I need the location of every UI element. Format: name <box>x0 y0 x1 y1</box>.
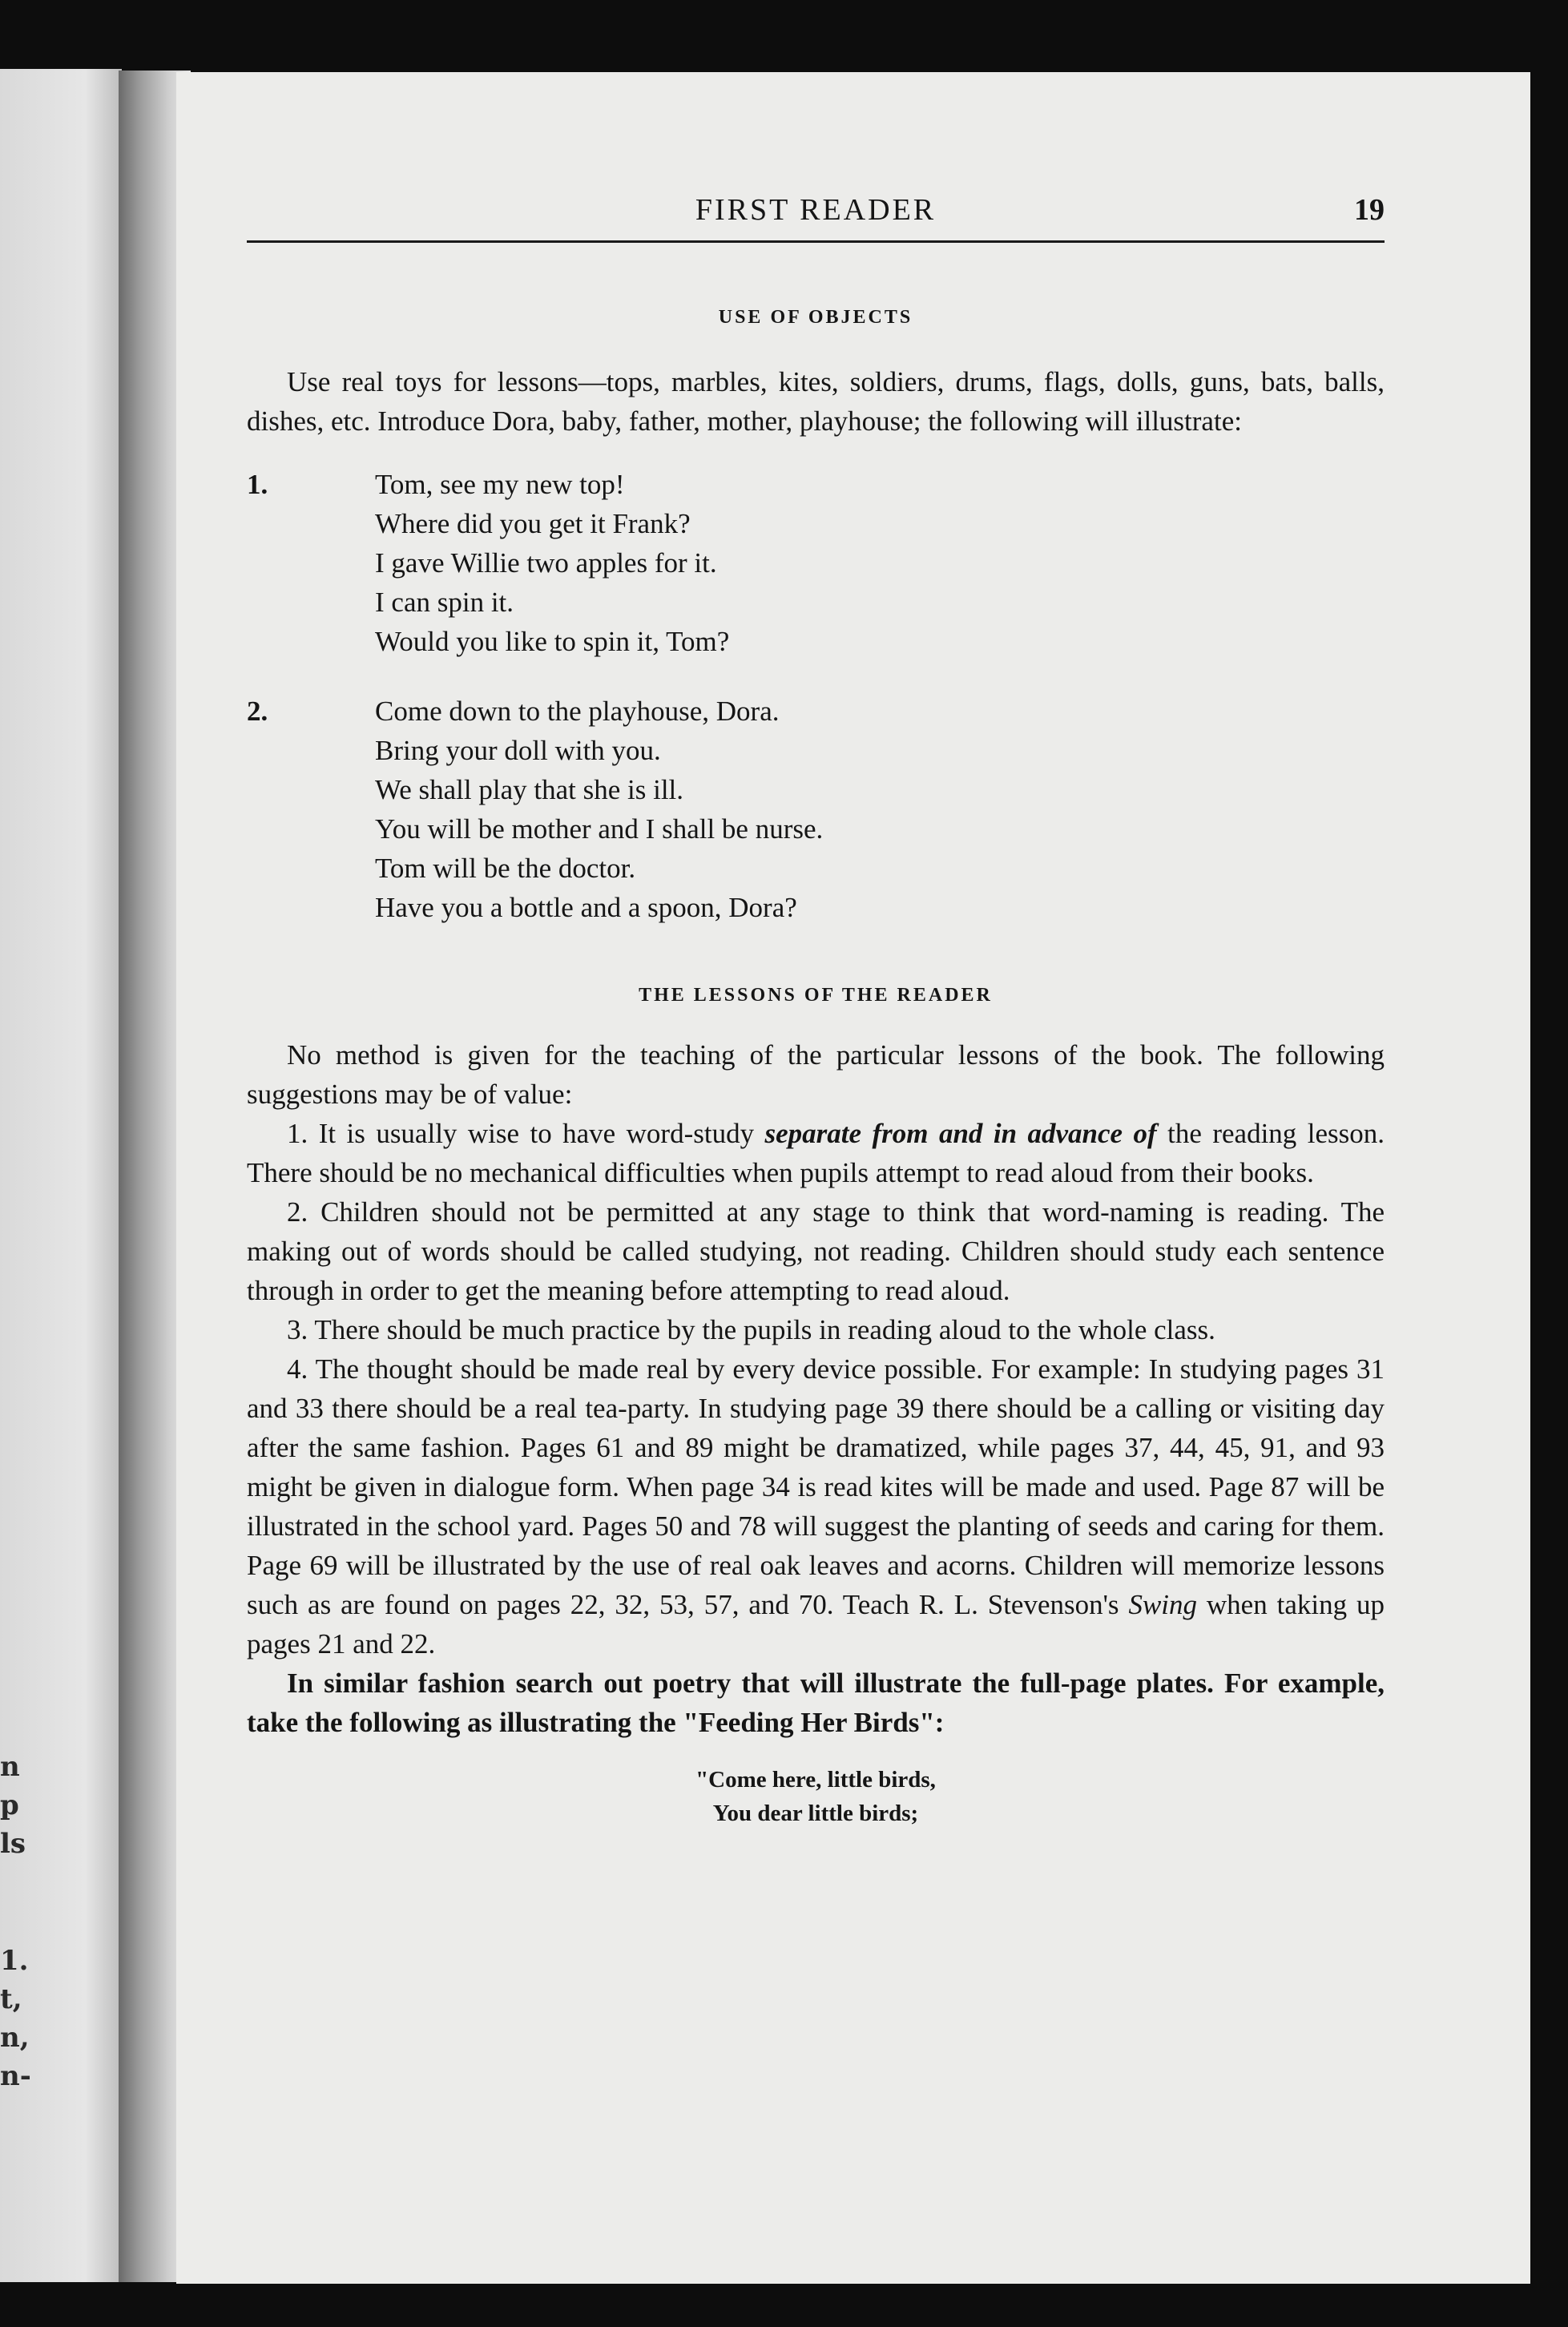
paragraph <box>247 1114 1385 1192</box>
example-lines <box>375 465 1385 661</box>
example-lines <box>375 692 1385 927</box>
running-title: FIRST READER <box>695 193 937 227</box>
left-page-edge <box>0 69 122 2282</box>
left-page-fragment: 1. <box>0 1945 29 1977</box>
example-line: Bring your doll with you. <box>375 735 661 766</box>
paragraph: 3. There should be much practice by the pupils in reading aloud to the whole class. <box>287 1314 1215 1345</box>
left-page-fragment: p <box>0 1789 19 1821</box>
left-page-fragment: n, <box>0 2022 30 2054</box>
example-line: Where did you get it Frank? <box>375 508 691 539</box>
example-line: Tom will be the doctor. <box>375 853 636 884</box>
paragraph-text: 4. The thought should be made real by every device possible. For example: In studying pages 31 and 33 there should be a real tea-party. In studying page 39 there should be a calling or visiting day after the same fashion. Pages 61 and 89 might be dramatized, while pages 37, 44, 45, 91, and 93 might be given in dialogue form. When page 34 is read kites will be made and used. Page 87 will be illustrated in the school yard. Pages 50 and 78 will suggest the planting of seeds and caring for them. Page 69 will be illustrated by the use of real oak leaves and acorns. Children will memorize lessons such as are found on pages 22, 32, 53, 57, and 70. Teach R. L. Stevenson's <box>247 1353 1385 1620</box>
book-page <box>176 72 1530 2284</box>
emphasis-text: Swing <box>1128 1589 1198 1620</box>
paragraph-text: 1. It is usually wise to have word-study <box>287 1118 765 1149</box>
example-line: Come down to the playhouse, Dora. <box>375 696 780 727</box>
verse-line: You dear little birds; <box>712 1801 919 1826</box>
example-block <box>247 465 1385 661</box>
running-head <box>247 192 1385 243</box>
example-number: 2. <box>247 696 268 727</box>
paragraph-text: the reading lesson. There should be no mechanical difficulties when pupils attempt to read aloud from their books. <box>247 1118 1385 1188</box>
example-line: Tom, see my new top! <box>375 469 625 500</box>
paragraph: In similar fashion search out poetry that will illustrate the full-page plates. For example, take the following as illustrating the "Feeding Her Birds": <box>247 1668 1385 1738</box>
example-line: You will be mother and I shall be nurse. <box>375 813 824 845</box>
example-line: Would you like to spin it, Tom? <box>375 626 730 657</box>
left-page-fragment: t, <box>0 1983 22 2015</box>
left-page-fragment: n <box>0 1751 20 1783</box>
example-number: 1. <box>247 469 268 500</box>
example-line: We shall play that she is ill. <box>375 774 684 805</box>
paragraph-text: when taking up pages 21 and 22. <box>247 1589 1385 1660</box>
example-line: Have you a bottle and a spoon, Dora? <box>375 892 797 923</box>
section-heading: USE OF OBJECTS <box>718 307 913 328</box>
example-block <box>247 692 1385 927</box>
example-line: I gave Willie two apples for it. <box>375 547 717 579</box>
emphasis-text: separate from and in advance of <box>764 1118 1157 1149</box>
page-content <box>247 192 1385 1830</box>
example-line: I can spin it. <box>375 587 514 618</box>
paragraph <box>247 1349 1385 1664</box>
page-number: 19 <box>1354 193 1385 227</box>
section-heading: THE LESSONS OF THE READER <box>639 985 993 1006</box>
paragraph: 2. Children should not be permitted at any stage to think that word-naming is reading. The making out of words should be called studying, not reading. Children should study each sentence through in order to get the meaning before attempting to read aloud. <box>247 1196 1385 1306</box>
paragraph: No method is given for the teaching of the particular lessons of the book. The following suggestions may be of value: <box>247 1039 1385 1110</box>
verse-line: "Come here, little birds, <box>695 1767 936 1793</box>
verse <box>247 1763 1385 1830</box>
paragraph: Use real toys for lessons—tops, marbles, kites, soldiers, drums, flags, dolls, guns, bats, balls, dishes, etc. Introduce Dora, baby, father, mother, playhouse; the following will illustrate: <box>247 366 1385 437</box>
left-page-fragment: ls <box>0 1828 26 1860</box>
left-page-fragment: n- <box>0 2060 31 2092</box>
